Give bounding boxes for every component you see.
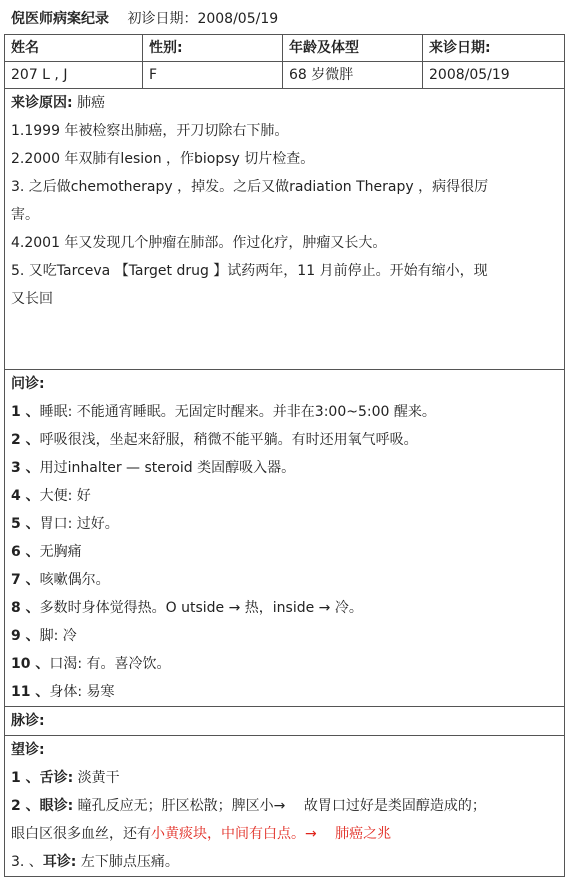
inquiry-num: 6 、 [11,544,40,560]
inquiry-num: 7 、 [11,572,40,588]
inquiry-num: 4 、 [11,488,40,504]
inquiry-item [11,622,558,650]
reason-line: 5. 又吃Tarceva 【Target drug 】试药两年，11 月前停止。开始有缩小，现 [11,263,488,279]
eye-text: 瞳孔反应无；肝区松散；脾区小→ 故胃口过好是类固醇造成的； [73,798,486,814]
gender-label: 性别: [143,35,283,62]
name-label: 姓名 [5,35,143,62]
table-value-row [5,62,565,89]
ear-item [11,848,558,876]
eye-line2: 眼白区很多血丝，还有 [11,826,151,842]
inquiry-item [11,398,558,426]
reason-row [5,89,565,370]
inquiry-item [11,510,558,538]
patient-age: 68 岁微胖 [283,62,423,89]
table-header-row [5,35,565,62]
inquiry-item [11,426,558,454]
eye-label: 眼诊: [39,798,74,814]
age-label: 年龄及体型 [283,35,423,62]
inquiry-num: 10 、 [11,656,50,672]
visit-date: 2008/05/19 [423,62,565,89]
inquiry-text: 用过inhalter — steroid 类固醇吸入器。 [39,460,296,476]
inquiry-item [11,454,558,482]
reason-value: 肺癌 [77,95,106,111]
ear-text: 左下肺点压痛。 [76,854,179,870]
patient-name: 207 L , J [5,62,143,89]
reason-heading [11,89,558,117]
inquiry-row [5,370,565,707]
inquiry-text: 多数时身体觉得热。O utside → 热，inside → 冷。 [39,600,363,616]
first-visit-date: 初诊日期：2008/05/19 [127,11,279,27]
eye-num: 2 、 [11,798,40,814]
inquiry-text: 脚: 冷 [39,628,77,644]
case-table [4,34,565,877]
eye-item-continued [11,820,558,848]
inquiry-item [11,678,558,706]
record-title: 倪医师病案纪录 [11,11,109,27]
observe-row [5,736,565,877]
record-header [11,8,278,28]
inquiry-num: 8 、 [11,600,40,616]
pulse-row [5,707,565,736]
inquiry-text: 大便: 好 [39,488,91,504]
reason-line: 2.2000 年双肺有lesion ，作biopsy 切片检查。 [11,151,315,167]
inquiry-num: 1 、 [11,404,40,420]
inquiry-text: 无胸痛 [39,544,82,560]
eye-item [11,792,558,820]
ear-num: 3. 、 [11,854,43,870]
reason-line: 3. 之后做chemotherapy ，掉发。之后又做radiation Therapy ，病得很厉 [11,179,489,195]
inquiry-text: 呼吸很浅，坐起来舒服，稍微不能平躺。有时还用氧气呼吸。 [39,432,418,448]
inquiry-num: 2 、 [11,432,40,448]
eye-red-text: 小黄痰块，中间有白点。→ 肺癌之兆 [151,826,392,842]
tongue-label: 舌诊: [39,770,74,786]
pulse-label: 脉诊: [11,713,45,729]
reason-line: 害。 [11,207,39,223]
visit-date-label: 来诊日期: [423,35,565,62]
inquiry-num: 5 、 [11,516,40,532]
inquiry-text: 胃口: 过好。 [39,516,119,532]
ear-label: 耳诊: [42,854,77,870]
inquiry-item [11,650,558,678]
inquiry-num: 11 、 [11,684,50,700]
inquiry-num: 9 、 [11,628,40,644]
inquiry-text: 咳嗽偶尔。 [39,572,110,588]
tongue-num: 1 、 [11,770,40,786]
inquiry-item [11,538,558,566]
inquiry-item [11,594,558,622]
tongue-text: 淡黄干 [73,770,120,786]
reason-line: 4.2001 年又发现几个肿瘤在肺部。作过化疗，肿瘤又长大。 [11,235,387,251]
reason-line: 又长回 [11,291,53,307]
inquiry-label: 问诊: [11,376,45,392]
inquiry-item [11,566,558,594]
patient-gender: F [143,62,283,89]
inquiry-num: 3 、 [11,460,40,476]
reason-line: 1.1999 年被检察出肺癌，开刀切除右下肺。 [11,123,289,139]
inquiry-text: 口渴: 有。喜冷饮。 [49,656,171,672]
inquiry-text: 睡眠: 不能通宵睡眠。无固定时醒来。并非在3:00~5:00 醒来。 [39,404,436,420]
tongue-item [11,764,558,792]
reason-label: 来诊原因: [11,95,73,111]
inquiry-item [11,482,558,510]
inquiry-text: 身体: 易寒 [49,684,115,700]
observe-label: 望诊: [11,742,45,758]
